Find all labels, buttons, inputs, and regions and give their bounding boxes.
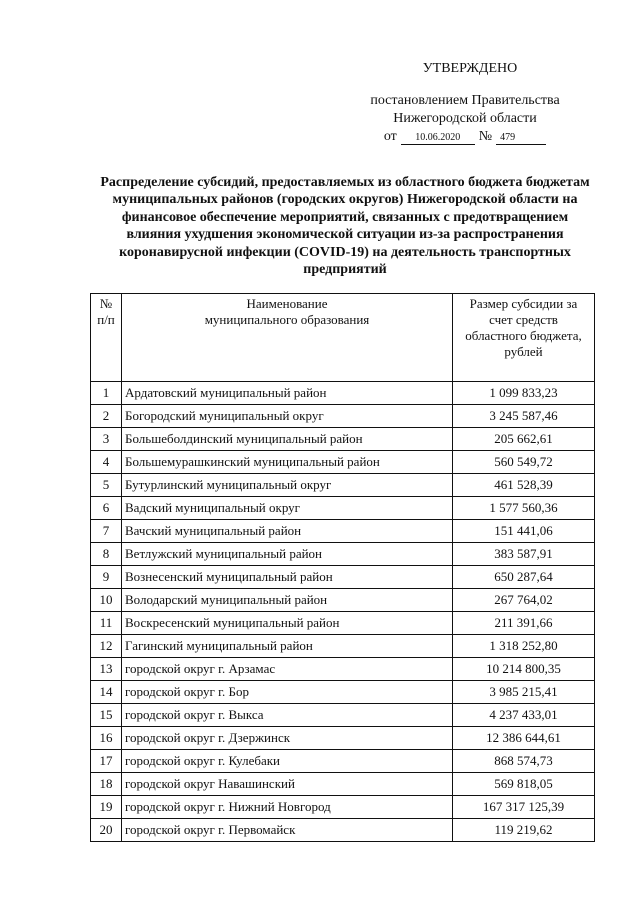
approval-line-1: постановлением Правительства (370, 93, 560, 108)
row-name: Большемурашкинский муниципальный район (122, 451, 453, 474)
row-number: 7 (91, 520, 122, 543)
table-row (91, 520, 595, 543)
approval-title: УТВЕРЖДЕНО (422, 61, 518, 76)
approval-date: 10.06.2020 (401, 132, 475, 145)
from-label: от (383, 129, 397, 144)
row-number: 8 (91, 543, 122, 566)
row-amount: 167 317 125,39 (453, 796, 595, 819)
row-number: 13 (91, 658, 122, 681)
row-amount: 4 237 433,01 (453, 704, 595, 727)
row-number: 4 (91, 451, 122, 474)
approval-date-line (340, 128, 590, 146)
table-row (91, 589, 595, 612)
row-name: Богородский муниципальный округ (122, 405, 453, 428)
table-row (91, 497, 595, 520)
row-amount: 3 985 215,41 (453, 681, 595, 704)
row-number: 15 (91, 704, 122, 727)
document-title: Распределение субсидий, предоставляемых из областного бюджета бюджетам муниципальных районов (городских округов) Нижегородской области на финансовое обеспечение мероприятий, связанных с предотвращением влияния ухудшения экономической ситуации из-за распространения коронавирусной инфекции (COVID-19) на деятельность транспортных предприятий (100, 175, 590, 278)
table-row (91, 704, 595, 727)
row-name: Ардатовский муниципальный район (122, 382, 453, 405)
row-name: Вознесенский муниципальный район (122, 566, 453, 589)
row-amount: 461 528,39 (453, 474, 595, 497)
row-number: 11 (91, 612, 122, 635)
row-amount: 151 441,06 (453, 520, 595, 543)
row-name: городской округ г. Выкса (122, 704, 453, 727)
row-name: Бутурлинский муниципальный округ (122, 474, 453, 497)
row-amount: 10 214 800,35 (453, 658, 595, 681)
approval-number: 479 (496, 132, 546, 145)
number-label: № (478, 129, 493, 144)
row-number: 5 (91, 474, 122, 497)
row-number: 1 (91, 382, 122, 405)
table-row (91, 428, 595, 451)
approval-line-2: Нижегородской области (393, 111, 537, 126)
header-amount: Размер субсидии за счет средств областного бюджета, рублей (453, 294, 595, 382)
table-row (91, 773, 595, 796)
table-header-row (91, 294, 595, 382)
row-name: Гагинский муниципальный район (122, 635, 453, 658)
row-name: городской округ г. Первомайск (122, 819, 453, 842)
row-name: городской округ г. Нижний Новгород (122, 796, 453, 819)
row-amount: 569 818,05 (453, 773, 595, 796)
approval-block (340, 60, 590, 146)
row-amount: 383 587,91 (453, 543, 595, 566)
row-amount: 868 574,73 (453, 750, 595, 773)
row-number: 6 (91, 497, 122, 520)
row-number: 17 (91, 750, 122, 773)
table-row (91, 566, 595, 589)
table-row (91, 819, 595, 842)
table-row (91, 543, 595, 566)
row-number: 16 (91, 727, 122, 750)
row-amount: 3 245 587,46 (453, 405, 595, 428)
row-amount: 650 287,64 (453, 566, 595, 589)
row-name: городской округ Навашинский (122, 773, 453, 796)
row-name: Вадский муниципальный округ (122, 497, 453, 520)
table-row (91, 796, 595, 819)
table-row (91, 727, 595, 750)
row-name: городской округ г. Бор (122, 681, 453, 704)
table-row (91, 474, 595, 497)
row-name: Вачский муниципальный район (122, 520, 453, 543)
row-number: 19 (91, 796, 122, 819)
row-number: 9 (91, 566, 122, 589)
table-row (91, 451, 595, 474)
row-name: Воскресенский муниципальный район (122, 612, 453, 635)
row-name: городской округ г. Кулебаки (122, 750, 453, 773)
row-number: 12 (91, 635, 122, 658)
row-amount: 1 099 833,23 (453, 382, 595, 405)
row-name: Ветлужский муниципальный район (122, 543, 453, 566)
row-amount: 560 549,72 (453, 451, 595, 474)
table-row (91, 658, 595, 681)
row-name: городской округ г. Дзержинск (122, 727, 453, 750)
row-amount: 205 662,61 (453, 428, 595, 451)
table-row (91, 750, 595, 773)
row-number: 14 (91, 681, 122, 704)
row-name: городской округ г. Арзамас (122, 658, 453, 681)
table-row (91, 635, 595, 658)
row-amount: 267 764,02 (453, 589, 595, 612)
row-amount: 119 219,62 (453, 819, 595, 842)
row-number: 20 (91, 819, 122, 842)
row-name: Володарский муниципальный район (122, 589, 453, 612)
table-row (91, 405, 595, 428)
row-number: 18 (91, 773, 122, 796)
row-amount: 211 391,66 (453, 612, 595, 635)
table-row (91, 681, 595, 704)
row-name: Большеболдинский муниципальный район (122, 428, 453, 451)
row-number: 3 (91, 428, 122, 451)
header-name: Наименование муниципального образования (122, 294, 453, 382)
row-amount: 1 577 560,36 (453, 497, 595, 520)
subsidy-table (90, 293, 595, 842)
header-number: № п/п (91, 294, 122, 382)
row-amount: 12 386 644,61 (453, 727, 595, 750)
row-amount: 1 318 252,80 (453, 635, 595, 658)
table-row (91, 612, 595, 635)
row-number: 10 (91, 589, 122, 612)
row-number: 2 (91, 405, 122, 428)
table-row (91, 382, 595, 405)
table-body (91, 382, 595, 842)
